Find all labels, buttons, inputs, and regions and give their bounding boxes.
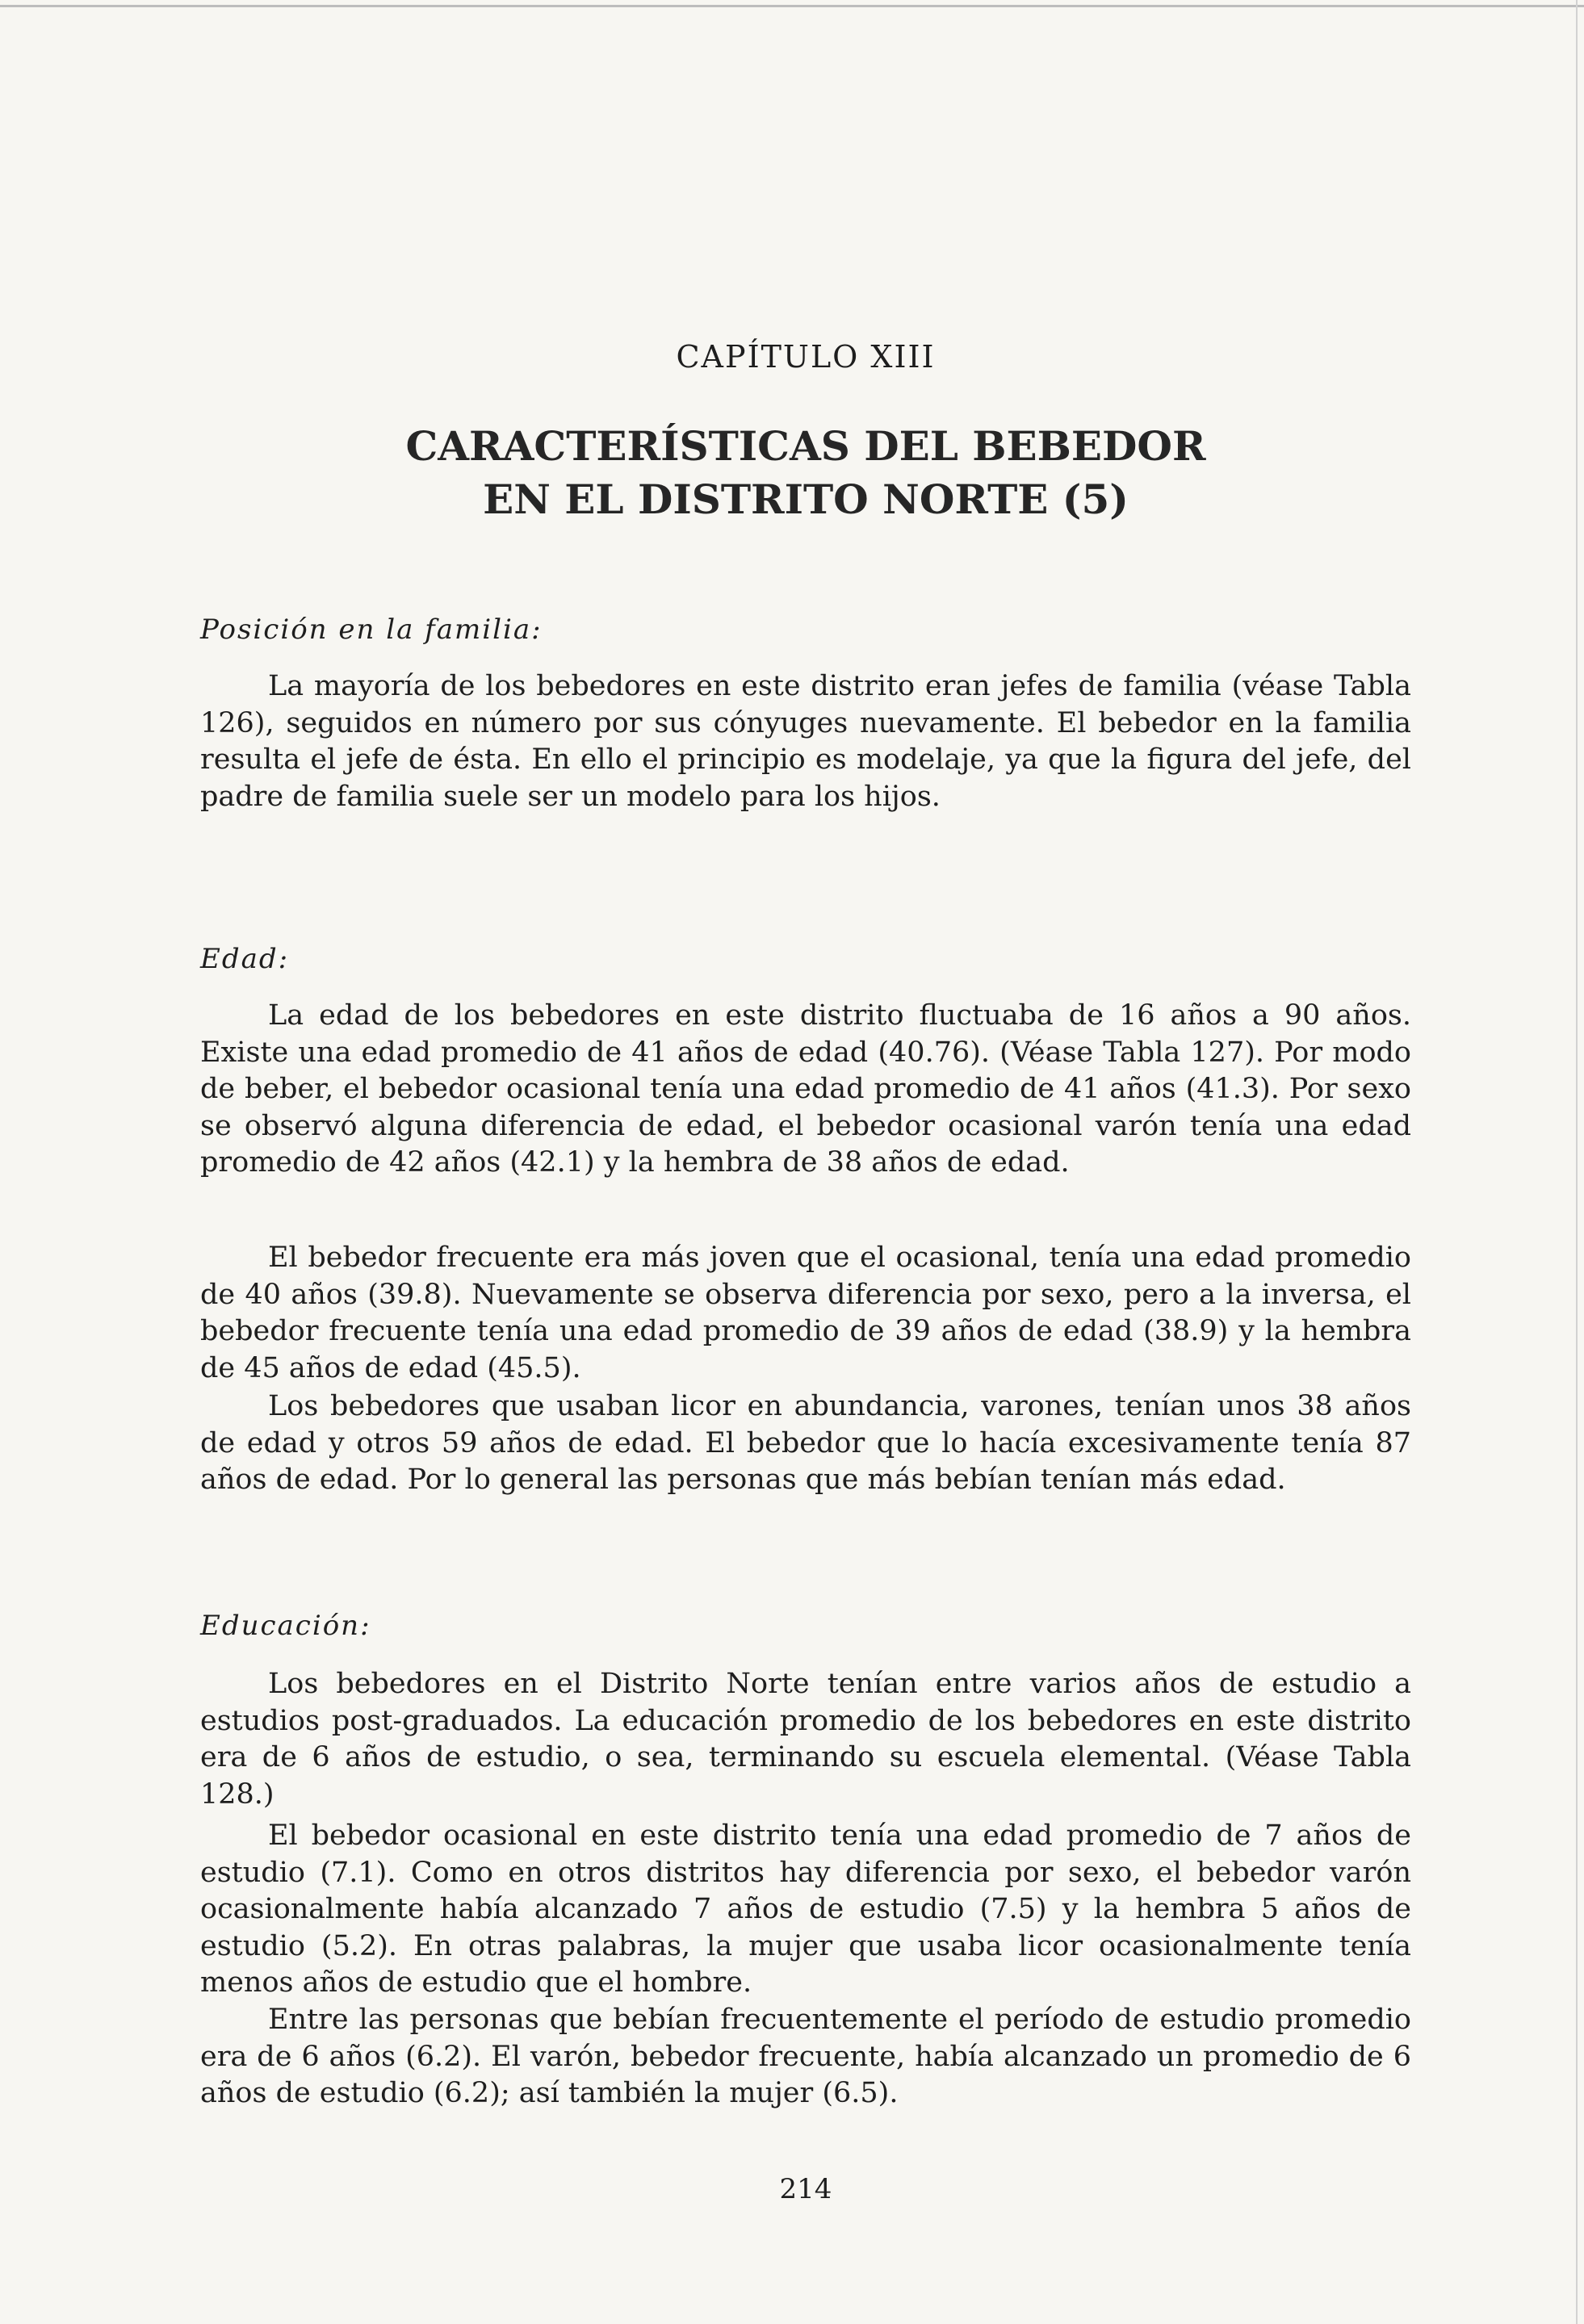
section-heading-edad: Edad: xyxy=(200,943,290,975)
chapter-title-line-1: CARACTERÍSTICAS DEL BEBEDOR xyxy=(405,422,1206,470)
paragraph: El bebedor frecuente era más joven que el ocasional, tenía una edad promedio de 40 años (39.8). Nuevamente se observa diferencia por sexo, pero a la inversa, el bebedor frecuente tenía una edad promedio de 39 años de edad (38.9) y la hembra de 45 años de edad (45.5). xyxy=(200,1242,1411,1384)
section-heading-familia: Posición en la familia: xyxy=(200,613,543,646)
chapter-title-line-2: EN EL DISTRITO NORTE (5) xyxy=(483,475,1129,523)
paragraph: Entre las personas que bebían frecuentemente el período de estudio promedio era de 6 años (6.2). El varón, bebedor frecuente, había alcanzado un promedio de 6 años de estudio (6.2); así también la mujer (6.5). xyxy=(200,2004,1411,2109)
paragraph: El bebedor ocasional en este distrito tenía una edad promedio de 7 años de estudio (7.1). Como en otros distritos hay diferencia por sexo, el bebedor varón ocasionalmente había alcanzado 7 años de estudio (7.5) y la hembra 5 años de estudio (5.2). En otras palabras, la mujer que usaba licor ocasionalmente tenía menos años de estudio que el hombre. xyxy=(200,1819,1411,1999)
paragraph: Los bebedores que usaban licor en abundancia, varones, tenían unos 38 años de edad y otros 59 años de edad. El bebedor que lo hacía excesivamente tenía 87 años de edad. Por lo general las personas que más bebían tenían más edad. xyxy=(200,1390,1411,1496)
paragraph: La mayoría de los bebedores en este distrito eran jefes de familia (véase Tabla 126), seguidos en número por sus cónyuges nuevamente. El bebedor en la familia resulta el jefe de ésta. En ello el principio es modelaje, ya que la figura del jefe, del padre de familia suele ser un modelo para los hijos. xyxy=(200,670,1411,813)
document-page xyxy=(200,0,1411,2324)
section-heading-educacion: Educación: xyxy=(200,1610,371,1642)
scan-edge-right xyxy=(1576,0,1578,2324)
paragraph: Los bebedores en el Distrito Norte tenían entre varios años de estudio a estudios post-graduados. La educación promedio de los bebedores en este distrito era de 6 años de estudio, o sea, terminando su escuela elemental. (Véase Tabla 128.) xyxy=(200,1668,1411,1811)
page-number: 214 xyxy=(779,2173,832,2205)
paragraph: La edad de los bebedores en este distrito fluctuaba de 16 años a 90 años. Existe una edad promedio de 41 años de edad (40.76). (Véase Tabla 127). Por modo de beber, el bebedor ocasional tenía una edad promedio de 41 años (41.3). Por sexo se observó alguna diferencia de edad, el bebedor ocasional varón tenía una edad promedio de 42 años (42.1) y la hembra de 38 años de edad. xyxy=(200,999,1411,1179)
chapter-label: CAPÍTULO XIII xyxy=(676,339,936,375)
chapter-title xyxy=(200,420,1411,526)
